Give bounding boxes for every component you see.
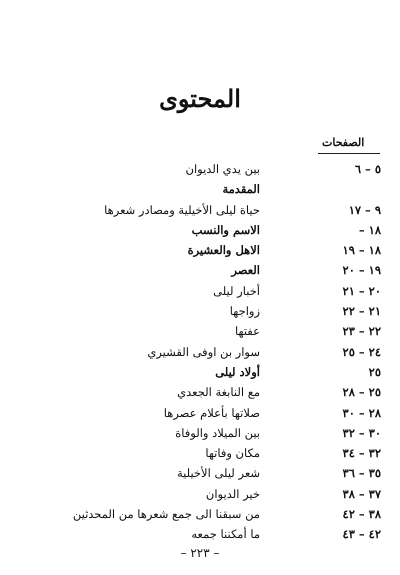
toc-entry-pages: ١٩ – ٢٠: [342, 263, 381, 278]
toc-entry: [0, 423, 400, 443]
toc-entry-pages: ٣٧ – ٣٨: [342, 486, 381, 501]
toc-entry: [0, 159, 400, 179]
toc-entry-title: مكان وفاتها: [205, 446, 260, 461]
toc-entry-pages: ١٨ –: [358, 222, 381, 237]
toc-entry: [0, 301, 400, 321]
toc-entry: [0, 342, 400, 362]
toc-entry-title: من سبقنا الى جمع شعرها من المحدثين: [72, 507, 260, 522]
toc-entry-pages: ٥ – ٦: [354, 162, 381, 176]
toc-entry-title: بين يدي الديوان: [185, 162, 260, 176]
toc-entry-title: العصر: [231, 263, 260, 278]
toc-entry: [0, 220, 400, 240]
toc-entry: [0, 200, 400, 220]
toc-entry: [0, 260, 400, 280]
toc-entry: [0, 179, 400, 199]
toc-entry-title: مع النابغة الجعدي: [177, 385, 260, 400]
toc-entry-title: زواجها: [229, 304, 260, 319]
toc-entry: [0, 362, 400, 382]
toc-entry-pages: ١٨ – ١٩: [342, 243, 381, 258]
toc-entry-pages: ٢٨ – ٣٠: [342, 405, 381, 420]
toc-entry-title: الاسم والنسب: [191, 222, 260, 237]
toc-entry-pages: ٣٠ – ٣٢: [342, 425, 381, 440]
toc-entry-pages: ٩ – ١٧: [348, 202, 381, 217]
toc-entry-pages: ٢٥: [368, 364, 381, 379]
toc-entry-title: أخبار ليلى: [213, 283, 260, 298]
toc-entry-title: صلاتها بأعلام عصرها: [163, 405, 260, 420]
page-number: – ٢٢٣ –: [180, 546, 220, 560]
toc-entry: [0, 382, 400, 402]
pages-column-header: الصفحات: [322, 136, 365, 149]
toc-entry: [0, 403, 400, 423]
toc-entry-title: بين الميلاد والوفاة: [175, 425, 260, 440]
toc-entry: [0, 524, 400, 544]
toc-entry: [0, 443, 400, 463]
page-title: المحتوى: [159, 84, 241, 113]
toc-entry: [0, 463, 400, 483]
toc-entry: [0, 504, 400, 524]
toc-entry-pages: ٢٠ – ٢١: [342, 283, 381, 298]
toc-entry-title: المقدمة: [222, 182, 260, 197]
toc-entry-pages: ٣٨ – ٤٢: [342, 507, 381, 522]
toc-entry: [0, 484, 400, 504]
toc-entry-title: حياة ليلى الأخيلية ومصادر شعرها: [104, 202, 260, 217]
toc-entry-title: ما أمكننا جمعه: [191, 527, 260, 542]
toc-entry-pages: ٣٢ – ٣٤: [342, 446, 381, 461]
table-of-contents: [0, 159, 400, 545]
toc-entry-pages: ٣٥ – ٣٦: [342, 466, 381, 481]
toc-entry-pages: ٢٤ – ٢٥: [342, 344, 381, 359]
toc-entry: [0, 281, 400, 301]
toc-entry-title: الاهل والعشيرة: [187, 243, 260, 258]
toc-entry-pages: ٤٢ – ٤٣: [342, 527, 381, 542]
toc-entry: [0, 321, 400, 341]
toc-entry-title: عفتها: [235, 324, 260, 339]
toc-entry-title: سوار بن اوفى القشيري: [147, 344, 260, 359]
toc-entry-title: أولاد ليلى: [215, 364, 260, 379]
toc-entry-pages: ٢٢ – ٢٣: [342, 324, 381, 339]
toc-entry-title: شعر ليلى الأخيلية: [177, 466, 260, 481]
toc-entry-title: خير الديوان: [205, 486, 260, 501]
toc-entry-pages: ٢١ – ٢٢: [342, 304, 381, 319]
toc-entry-pages: ٢٥ – ٢٨: [342, 385, 381, 400]
header-underline: [318, 153, 380, 154]
toc-entry: [0, 240, 400, 260]
